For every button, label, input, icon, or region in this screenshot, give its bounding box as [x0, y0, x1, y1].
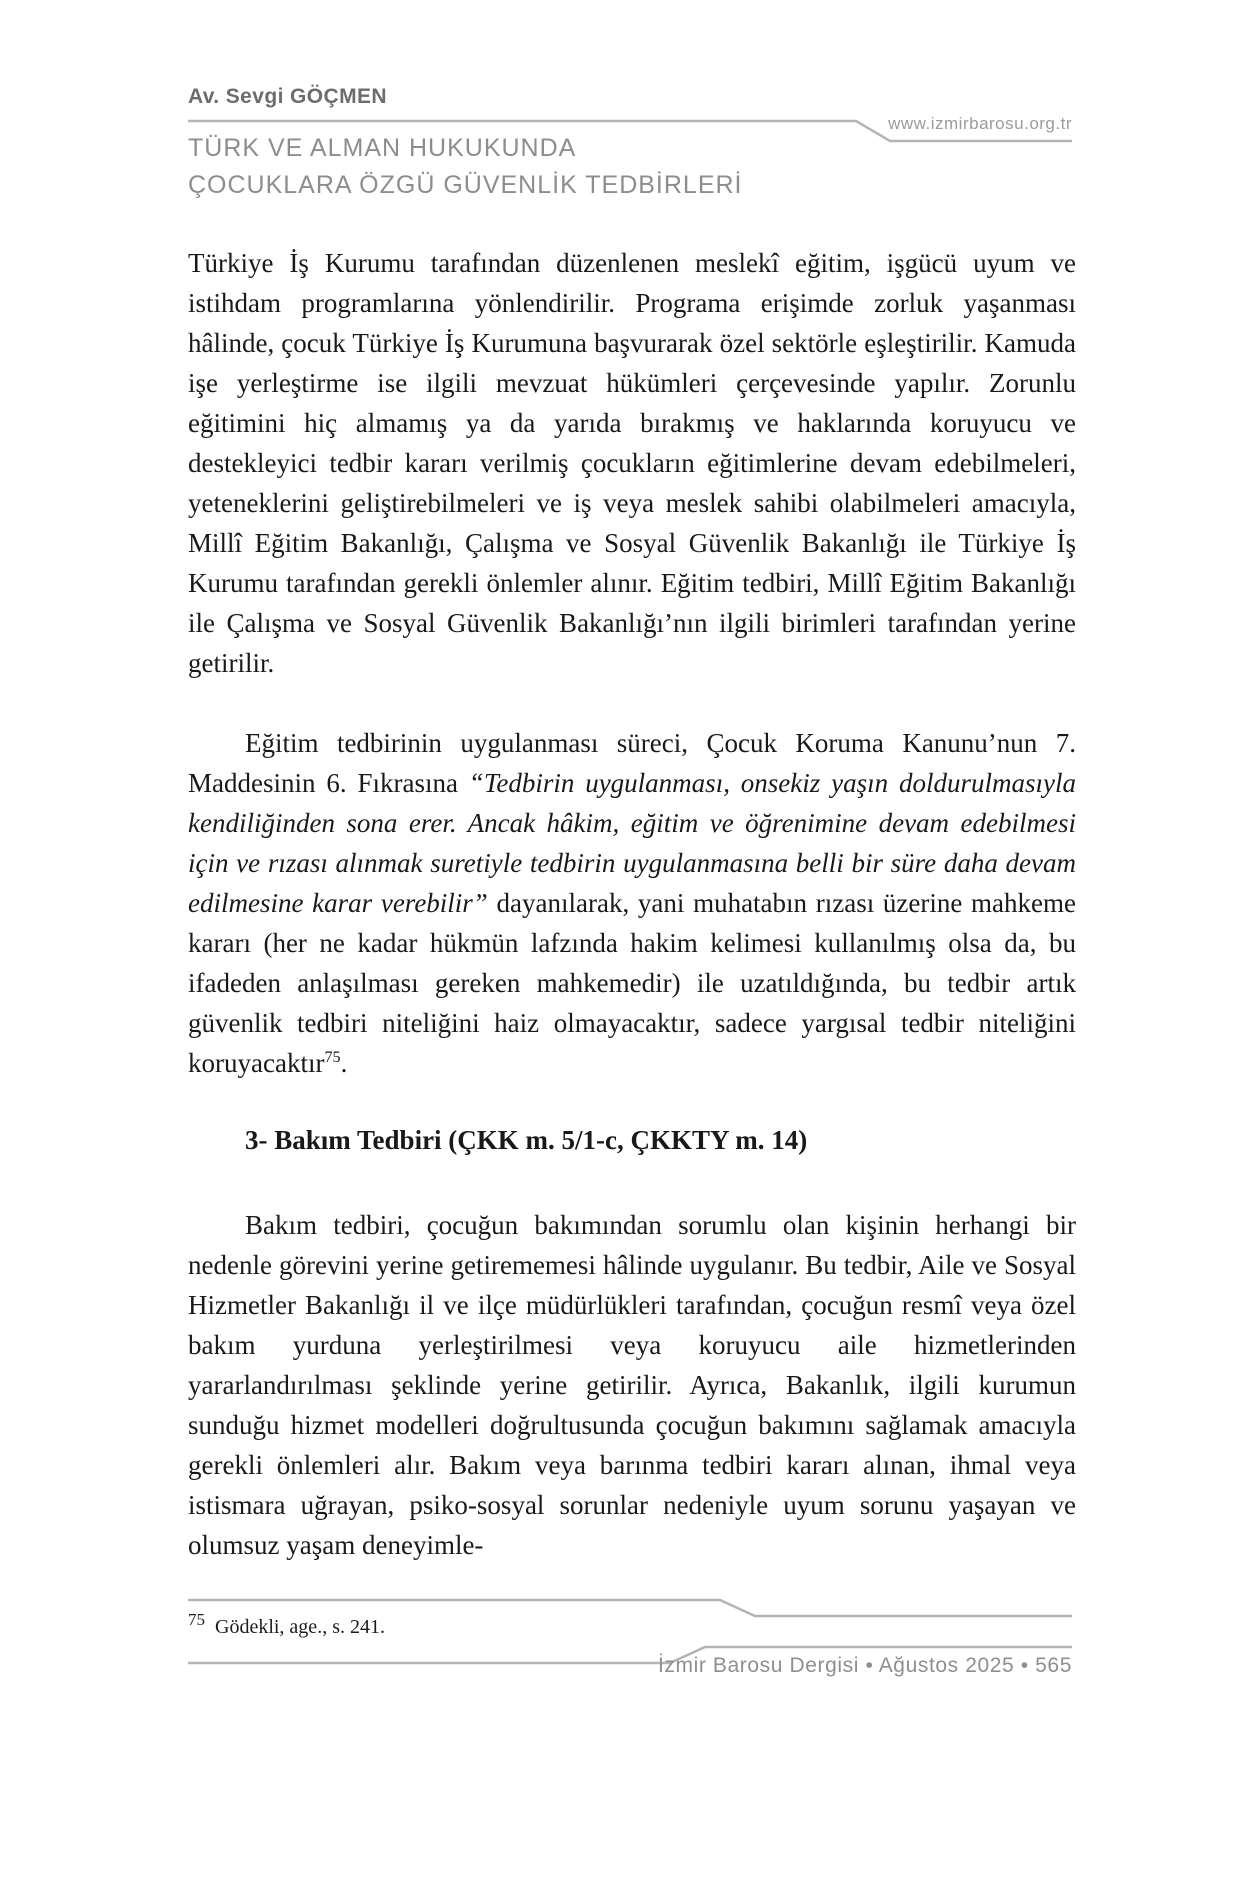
statute-quote: “Tedbirin uygulanması, onsekiz yaşın doldurulmasıyla kendiliğinden sona erer. Ancak hâkim, eğitim ve öğrenimine devam edebilmesi için ve rızası alınmak suretiyle tedbirin uygulanmasına belli bir süre daha devam edilmesine karar verebilir” — [188, 768, 1076, 918]
paragraph-2-continuation: dayanılarak, yani muhatabın rızası üzerine mahkeme kararı (her ne kadar hükmün lafzında hakim kelimesi kullanılmış olsa da, bu ifadeden anlaşılması gereken mahkemedir) ile uzatıldığında, bu tedbir artık güvenlik tedbiri niteliğini haiz olmayacaktır, sadece yargısal tedbir niteliğini koruyacaktır — [188, 888, 1076, 1078]
paragraph-1: Türkiye İş Kurumu tarafından düzenlenen meslekî eğitim, işgücü uyum ve istihdam programlarına yönlendirilir. Programa erişimde zorluk yaşanması hâlinde, çocuk Türkiye İş Kurumuna başvurarak özel sektörle eşleştirilir. Kamuda işe yerleştirme ise ilgili mevzuat hükümleri çerçevesinde yapılır. Zorunlu eğitimini hiç almamış ya da yarıda bırakmış ve haklarında koruyucu ve destekleyici tedbir kararı verilmiş çocukların eğitimlerine devam edebilmeleri, yeteneklerini geliştirebilmeleri ve iş veya meslek sahibi olabilmeleri amacıyla, Millî Eğitim Bakanlığı, Çalışma ve Sosyal Güvenlik Bakanlığı ile Türkiye İş Kurumu tarafından gerekli önlemler alınır. Eğitim tedbiri, Millî Eğitim Bakanlığı ile Çalışma ve Sosyal Güvenlik Bakanlığı’nın ilgili birimleri tarafından yerine getirilir. — [188, 248, 1076, 678]
footnote-marker: 75 — [188, 1610, 205, 1629]
paragraph-2-terminal: . — [340, 1048, 348, 1078]
footnote — [188, 1612, 1076, 1642]
journal-footer-text: İzmir Barosu Dergisi • Ağustos 2025 • 565 — [658, 1654, 1072, 1677]
footnote-text: Gödekli, age., s. 241. — [215, 1616, 385, 1638]
article-title-line2: ÇOCUKLARA ÖZGÜ GÜVENLİK TEDBİRLERİ — [188, 171, 743, 199]
article-title-line1: TÜRK VE ALMAN HUKUKUNDA — [188, 134, 577, 162]
author-name: Av. Sevgi GÖÇMEN — [188, 85, 387, 108]
footnote-reference-75: 75 — [324, 1048, 341, 1066]
paragraph-2 — [188, 723, 1076, 1083]
website-url: www.izmirbarosu.org.tr — [888, 114, 1072, 133]
section-heading: 3- Bakım Tedbiri (ÇKK m. 5/1-c, ÇKKTY m. 14) — [245, 1125, 808, 1155]
body-text-block — [188, 243, 1076, 1565]
paragraph-2-lead: Eğitim tedbirinin uygulanması süreci, Çocuk Koruma Kanunu’nun 7. Maddesinin 6. Fıkrasına — [188, 728, 1076, 798]
paragraph-3: Bakım tedbiri, çocuğun bakımından sorumlu olan kişinin herhangi bir nedenle görevini yerine getirememesi hâlinde uygulanır. Bu tedbir, Aile ve Sosyal Hizmetler Bakanlığı il ve ilçe müdürlükleri tarafından, çocuğun resmî veya özel bakım yurduna yerleştirilmesi veya koruyucu aile hizmetlerinden yararlandırılması şeklinde yerine getirilir. Ayrıca, Bakanlık, ilgili kurumun sunduğu hizmet modelleri doğrultusunda çocuğun bakımını sağlamak amacıyla gerekli önlemleri alır. Bakım veya barınma tedbiri kararı alınan, ihmal veya istismara uğrayan, psiko-sosyal sorunlar nedeniyle uyum sorunu yaşayan ve olumsuz yaşam deneyimle- — [188, 1210, 1076, 1560]
